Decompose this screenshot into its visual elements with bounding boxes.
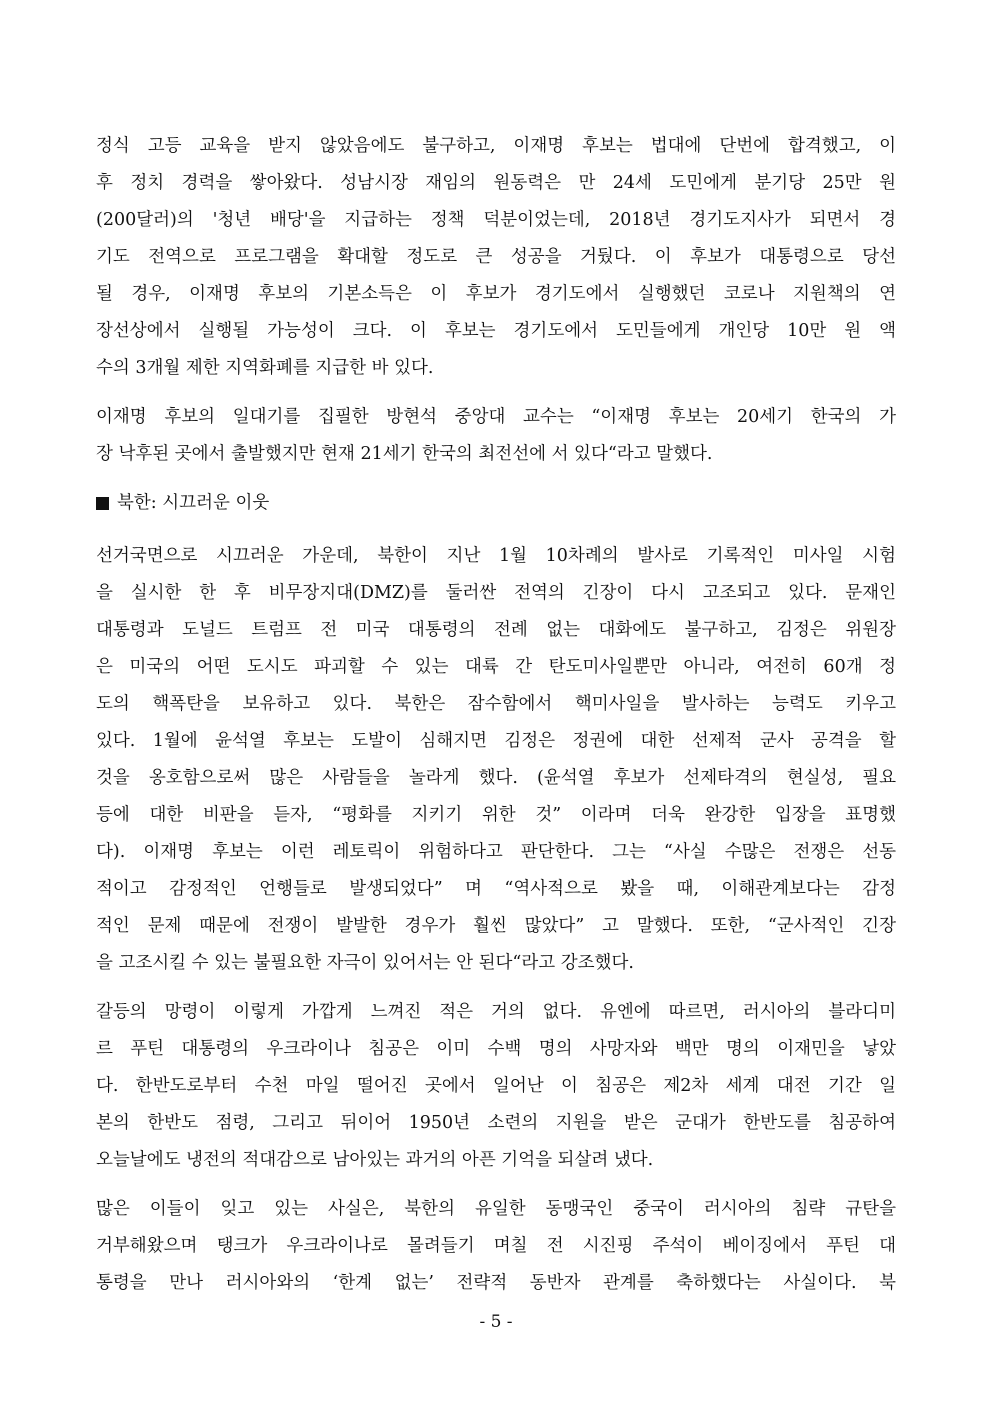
paragraph-3-line-8: 등에 대한 비판을 듣자, “평화를 지키기 위한 것” 이라며 더욱 완강한 입장을 표명했 — [96, 805, 896, 825]
paragraph-3-line-3: 대통령과 도널드 트럼프 전 미국 대통령의 전례 없는 대화에도 불구하고, 김정은 위원장 — [96, 620, 896, 640]
paragraph-1-line-5: 될 경우, 이재명 후보의 기본소득은 이 후보가 경기도에서 실행했던 코로나 지원책의 연 — [96, 284, 896, 304]
paragraph-3-line-1: 선거국면으로 시끄러운 가운데, 북한이 지난 1월 10차례의 발사로 기록적인 미사일 시험 — [96, 546, 896, 566]
paragraph-1-line-7: 수의 3개월 제한 지역화폐를 지급한 바 있다. — [96, 358, 434, 378]
paragraph-4-line-1: 갈등의 망령이 이렇게 가깝게 느껴진 적은 거의 없다. 유엔에 따르면, 러시아의 블라디미 — [96, 1002, 896, 1022]
paragraph-4-line-2: 르 푸틴 대통령의 우크라이나 침공은 이미 수백 명의 사망자와 백만 명의 이재민을 낳았 — [96, 1039, 896, 1059]
paragraph-5-line-1: 많은 이들이 잊고 있는 사실은, 북한의 유일한 동맹국인 중국이 러시아의 침략 규탄을 — [96, 1199, 896, 1219]
paragraph-1-line-2: 후 정치 경력을 쌓아왔다. 성남시장 재임의 원동력은 만 24세 도민에게 분기당 25만 원 — [96, 173, 896, 193]
paragraph-3-line-12: 을 고조시킬 수 있는 불필요한 자극이 있어서는 안 된다“라고 강조했다. — [96, 953, 634, 973]
paragraph-4-line-3: 다. 한반도로부터 수천 마일 떨어진 곳에서 일어난 이 침공은 제2차 세계 대전 기간 일 — [96, 1076, 896, 1096]
paragraph-3-line-2: 을 실시한 한 후 비무장지대(DMZ)를 둘러싼 전역의 긴장이 다시 고조되고 있다. 문재인 — [96, 583, 896, 603]
paragraph-2-line-1: 이재명 후보의 일대기를 집필한 방현석 중앙대 교수는 “이재명 후보는 20세기 한국의 가 — [96, 407, 896, 427]
paragraph-3-line-4: 은 미국의 어떤 도시도 파괴할 수 있는 대륙 간 탄도미사일뿐만 아니라, 여전히 60개 정 — [96, 657, 896, 677]
paragraph-5-line-2: 거부해왔으며 탱크가 우크라이나로 몰려들기 며칠 전 시진핑 주석이 베이징에서 푸틴 대 — [96, 1236, 896, 1256]
paragraph-2-line-2: 장 낙후된 곳에서 출발했지만 현재 21세기 한국의 최전선에 서 있다“라고 말했다. — [96, 444, 713, 464]
paragraph-3-line-11: 적인 문제 때문에 전쟁이 발발한 경우가 훨씬 많았다” 고 말했다. 또한, “군사적인 긴장 — [96, 916, 896, 936]
square-bullet-icon — [96, 497, 109, 510]
page-number: - 5 - — [479, 1312, 513, 1332]
paragraph-1-line-1: 정식 고등 교육을 받지 않았음에도 불구하고, 이재명 후보는 법대에 단번에 합격했고, 이 — [96, 136, 896, 156]
paragraph-1-line-3: (200달러)의 '청년 배당'을 지급하는 정책 덕분이었는데, 2018년 경기도지사가 되면서 경 — [96, 210, 896, 230]
section-heading — [96, 490, 269, 516]
paragraph-4-line-5: 오늘날에도 냉전의 적대감으로 남아있는 과거의 아픈 기억을 되살려 냈다. — [96, 1150, 654, 1170]
paragraph-1-line-6: 장선상에서 실행될 가능성이 크다. 이 후보는 경기도에서 도민들에게 개인당 10만 원 액 — [96, 321, 896, 341]
paragraph-3-line-9: 다). 이재명 후보는 이런 레토릭이 위험하다고 판단한다. 그는 “사실 수많은 전쟁은 선동 — [96, 842, 896, 862]
paragraph-1-line-4: 기도 전역으로 프로그램을 확대할 정도로 큰 성공을 거뒀다. 이 후보가 대통령으로 당선 — [96, 247, 896, 267]
paragraph-3-line-10: 적이고 감정적인 언행들로 발생되었다” 며 “역사적으로 봤을 때, 이해관계보다는 감정 — [96, 879, 896, 899]
paragraph-3-line-6: 있다. 1월에 윤석열 후보는 도발이 심해지면 김정은 정권에 대한 선제적 군사 공격을 할 — [96, 731, 896, 751]
paragraph-5-line-3: 통령을 만나 러시아와의 ‘한계 없는’ 전략적 동반자 관계를 축하했다는 사실이다. 북 — [96, 1273, 896, 1293]
paragraph-3-line-7: 것을 옹호함으로써 많은 사람들을 놀라게 했다. (윤석열 후보가 선제타격의 현실성, 필요 — [96, 768, 896, 788]
section-heading-text: 북한: 시끄러운 이웃 — [117, 493, 270, 513]
paragraph-4-line-4: 본의 한반도 점령, 그리고 뒤이어 1950년 소련의 지원을 받은 군대가 한반도를 침공하여 — [96, 1113, 896, 1133]
paragraph-3-line-5: 도의 핵폭탄을 보유하고 있다. 북한은 잠수함에서 핵미사일을 발사하는 능력도 키우고 — [96, 694, 896, 714]
